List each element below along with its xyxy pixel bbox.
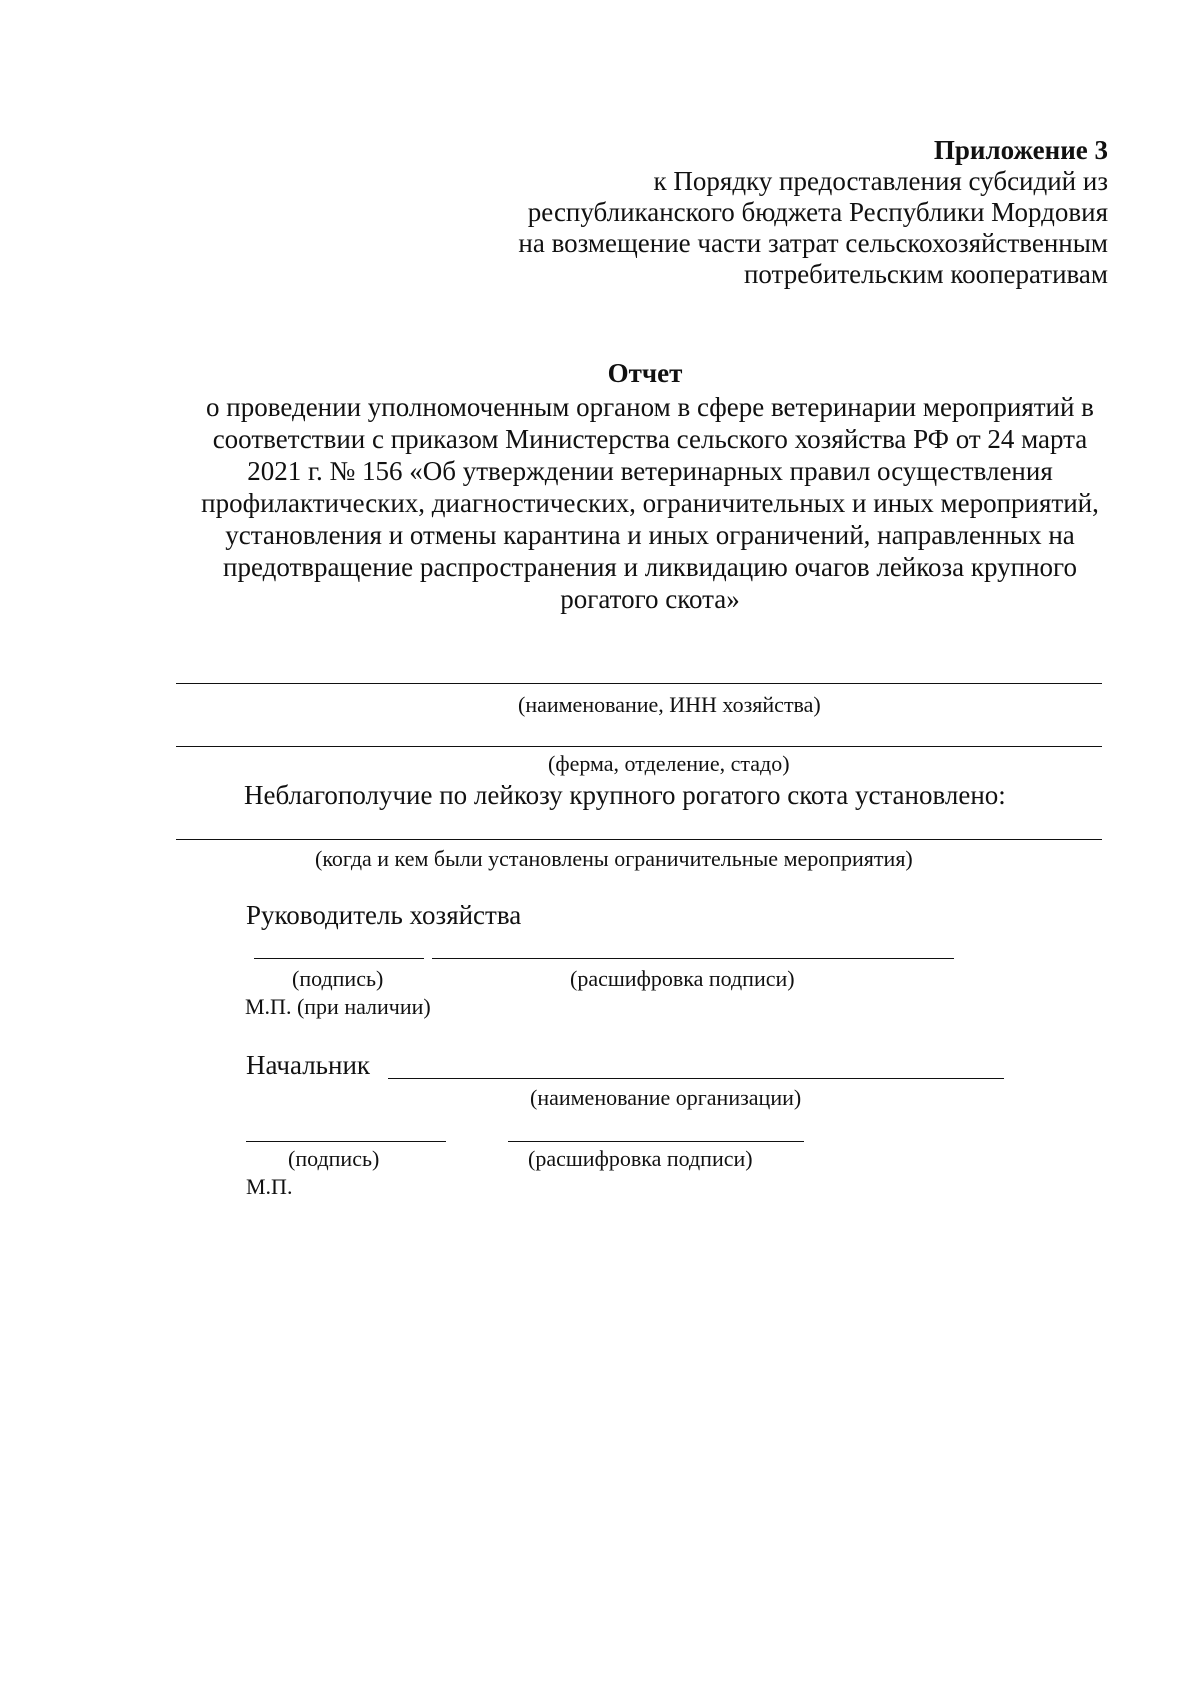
report-body-line: 2021 г. № 156 «Об утверждении ветеринарных правил осуществления bbox=[247, 456, 1053, 486]
report-body-line: профилактических, диагностических, ограничительных и иных мероприятий, bbox=[201, 488, 1099, 518]
farm-name-line bbox=[176, 683, 1102, 684]
appendix-line: потребительским кооперативам bbox=[743, 259, 1108, 289]
appendix-header bbox=[518, 135, 1108, 290]
head-decoding-caption: (расшифровка подписи) bbox=[570, 966, 795, 991]
report-body-line: о проведении уполномоченным органом в сфере ветеринарии мероприятий в bbox=[206, 392, 1094, 422]
appendix-line: на возмещение части затрат сельскохозяйственным bbox=[518, 228, 1108, 258]
trouble-statement: Неблагополучие по лейкозу крупного рогатого скота установлено: bbox=[244, 780, 1006, 810]
appendix-line: республиканского бюджета Республики Мордовия bbox=[527, 197, 1108, 227]
farm-unit-line bbox=[176, 746, 1102, 747]
report-body-line: предотвращение распространения и ликвидацию очагов лейкоза крупного bbox=[223, 552, 1077, 582]
chief-stamp: М.П. bbox=[246, 1174, 293, 1199]
chief-decoding-caption: (расшифровка подписи) bbox=[528, 1146, 753, 1171]
chief-label: Начальник bbox=[246, 1050, 371, 1080]
restrictions-caption: (когда и кем были установлены ограничительные мероприятия) bbox=[315, 846, 913, 871]
appendix-line: к Порядку предоставления субсидий из bbox=[653, 166, 1108, 196]
head-decoding-line bbox=[432, 958, 954, 959]
org-caption: (наименование организации) bbox=[530, 1085, 802, 1110]
report-body bbox=[170, 391, 1130, 615]
head-label: Руководитель хозяйства bbox=[246, 900, 522, 930]
chief-signature-line bbox=[246, 1141, 446, 1142]
report-body-line: установления и отмены карантина и иных ограничений, направленных на bbox=[225, 520, 1075, 550]
report-body-line: соответствии с приказом Министерства сельского хозяйства РФ от 24 марта bbox=[212, 424, 1088, 454]
restrictions-line bbox=[176, 839, 1102, 840]
chief-decoding-line bbox=[508, 1141, 804, 1142]
head-signature-line bbox=[254, 958, 424, 959]
head-signature-caption: (подпись) bbox=[292, 966, 384, 991]
farm-unit-caption: (ферма, отделение, стадо) bbox=[548, 751, 790, 776]
chief-signature-caption: (подпись) bbox=[288, 1146, 380, 1171]
org-line bbox=[388, 1078, 1004, 1079]
farm-name-caption: (наименование, ИНН хозяйства) bbox=[518, 692, 821, 717]
head-stamp: М.П. (при наличии) bbox=[245, 994, 431, 1019]
appendix-title: Приложение 3 bbox=[933, 135, 1108, 165]
report-title: Отчет bbox=[607, 358, 683, 388]
report-body-line: рогатого скота» bbox=[560, 584, 740, 614]
